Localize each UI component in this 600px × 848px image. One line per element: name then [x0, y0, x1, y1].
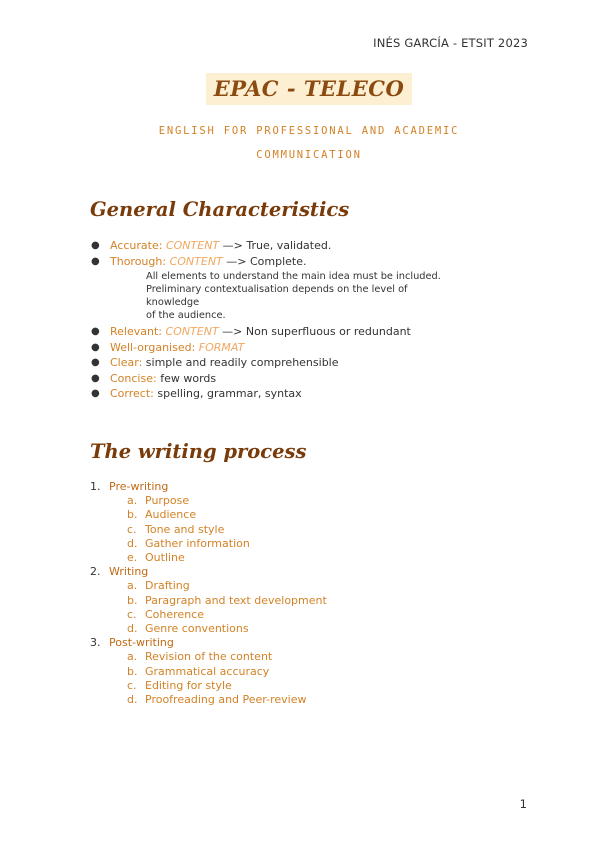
- note-line: All elements to understand the main idea must be included.: [146, 271, 441, 282]
- list-item: ● Thorough: CONTENT —> Complete. All elements to understand the main idea must be included. Preliminary contextualisation depends on the level of knowledge of the audience.: [90, 254, 510, 323]
- bullet-icon: ●: [91, 372, 100, 384]
- characteristics-list: [90, 238, 510, 402]
- substep-item: a. Purpose: [127, 494, 190, 508]
- substep-list: [90, 494, 327, 565]
- writing-process-list: [90, 480, 327, 707]
- process-step: 3. Post-writing a. Revision of the content b. Grammatical accuracy c. Editing for style d. Proofreading and Peer-review: [90, 636, 327, 707]
- process-step: 1. Pre-writing a. Purpose b. Audience c. Tone and style d. Gather information e. Outline: [90, 480, 327, 565]
- bullet-icon: ●: [91, 357, 100, 368]
- list-item: ● Well-organised: FORMAT: [91, 340, 245, 354]
- substep-item: a. Drafting: [127, 579, 190, 593]
- substep-item: d. Genre conventions: [127, 622, 249, 636]
- bullet-icon: ●: [91, 388, 100, 399]
- substep-item: d. Proofreading and Peer-review: [127, 693, 307, 707]
- substep-item: e. Outline: [127, 551, 185, 565]
- document-title: EPAC - TELECO: [213, 76, 405, 101]
- header-author: INÉS GARCÍA - ETSIT 2023: [373, 36, 528, 50]
- substep-item: b. Paragraph and text development: [127, 593, 327, 607]
- bullet-icon: ●: [91, 255, 100, 267]
- page-number: 1: [519, 797, 527, 811]
- substep-item: c. Tone and style: [127, 522, 225, 536]
- list-item: ● Concise: few words: [91, 371, 217, 385]
- note-line: of the audience.: [146, 310, 226, 321]
- heading-general-characteristics: General Characteristics: [90, 198, 350, 221]
- bullet-icon: ●: [91, 240, 100, 251]
- substep-list: [90, 650, 327, 707]
- subtitle-line-2: COMMUNICATION: [256, 149, 362, 161]
- heading-writing-process: The writing process: [90, 440, 307, 463]
- process-step: 2. Writing a. Drafting b. Paragraph and text development c. Coherence d. Genre conventions: [90, 565, 327, 636]
- bullet-icon: ●: [91, 326, 100, 337]
- list-item: ● Accurate: CONTENT —> True, validated.: [91, 239, 332, 252]
- title-highlight: [206, 73, 412, 105]
- substep-item: d. Gather information: [127, 536, 250, 550]
- substep-item: b. Audience: [127, 508, 197, 522]
- list-item: ● Clear: simple and readily comprehensible: [91, 356, 339, 369]
- list-item: ● Relevant: CONTENT —> Non superfluous or redundant: [91, 325, 411, 338]
- substep-item: a. Revision of the content: [127, 650, 273, 664]
- substep-list: [90, 579, 327, 636]
- subtitle-line-1: ENGLISH FOR PROFESSIONAL AND ACADEMIC: [158, 125, 460, 137]
- bullet-icon: ●: [91, 341, 100, 353]
- list-item: ● Correct: spelling, grammar, syntax: [91, 387, 302, 400]
- substep-item: c. Coherence: [127, 607, 204, 621]
- substep-item: b. Grammatical accuracy: [127, 664, 270, 678]
- note-line: Preliminary contextualisation depends on the level of knowledge: [146, 284, 408, 308]
- substep-item: c. Editing for style: [127, 678, 232, 692]
